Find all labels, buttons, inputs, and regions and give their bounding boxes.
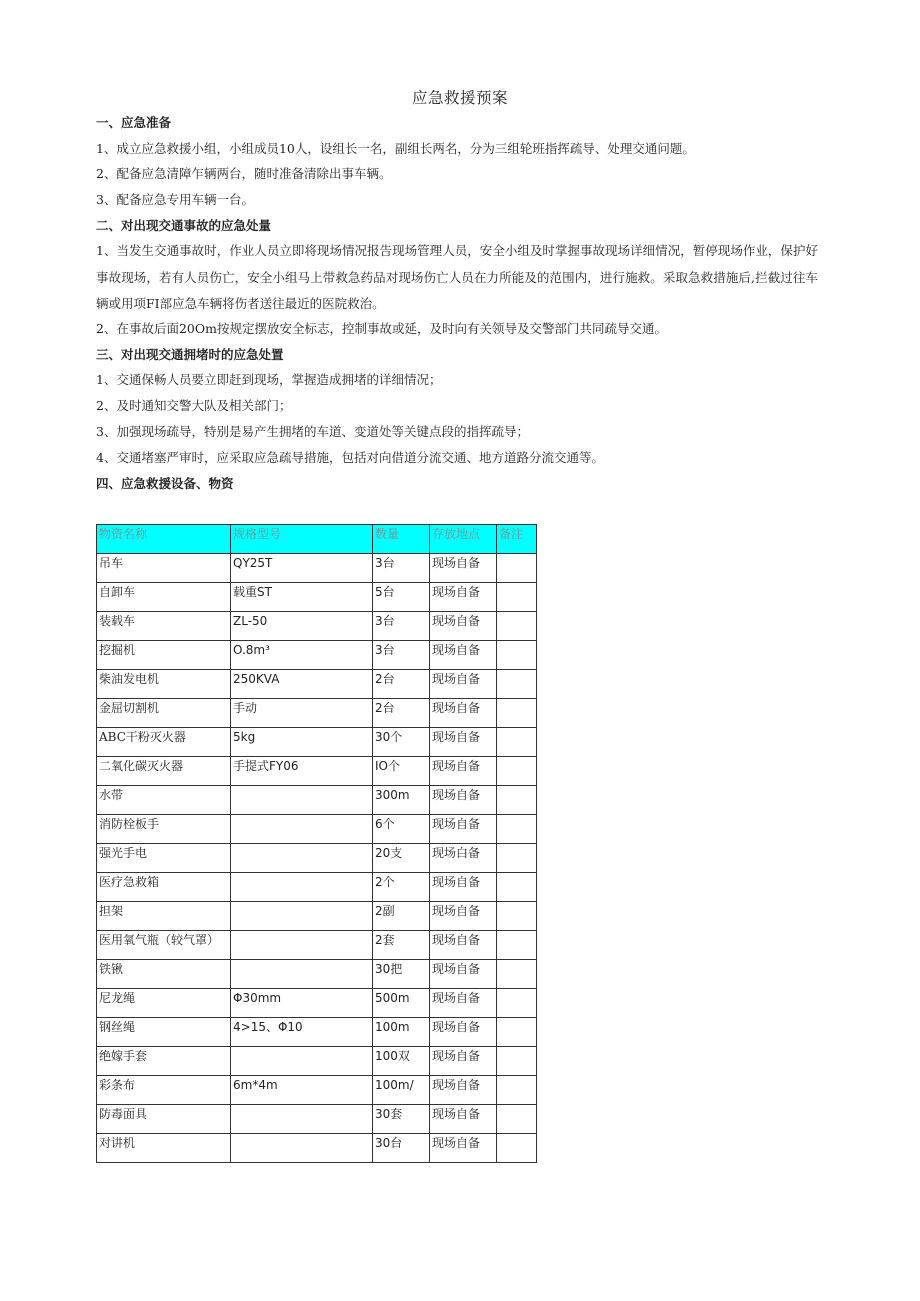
location-cell: 现场自备 <box>430 786 497 815</box>
table-row <box>97 844 537 873</box>
quantity-cell: 2台 <box>373 699 430 728</box>
location-cell: 现场自备 <box>430 1105 497 1134</box>
location-cell: 现场自备 <box>430 1018 497 1047</box>
location-cell: 现场自备 <box>430 728 497 757</box>
table-row <box>97 1047 537 1076</box>
document-title: 应急救援预案 <box>411 89 508 107</box>
quantity-cell: 20支 <box>373 844 430 873</box>
quantity-cell: 6个 <box>373 815 430 844</box>
quantity-cell: 5台 <box>373 583 430 612</box>
spec-cell <box>231 815 373 844</box>
table-row <box>97 873 537 902</box>
quantity-cell: 2个 <box>373 873 430 902</box>
location-cell: 现场自备 <box>430 931 497 960</box>
name-cell: ABC干粉灭火器 <box>97 728 231 757</box>
location-cell: 现场白备 <box>430 844 497 873</box>
remark-cell <box>497 1134 537 1163</box>
location-cell: 现场自备 <box>430 612 497 641</box>
quantity-cell: 3台 <box>373 641 430 670</box>
table-row <box>97 1018 537 1047</box>
table-header-row <box>97 525 537 554</box>
header-cell-name: 物资名称 <box>97 525 231 554</box>
remark-cell <box>497 554 537 583</box>
remark-cell <box>497 960 537 989</box>
name-cell: 消防栓板手 <box>97 815 231 844</box>
spec-cell <box>231 1134 373 1163</box>
table-row <box>97 583 537 612</box>
remark-cell <box>497 844 537 873</box>
quantity-cell: 100m/ <box>373 1076 430 1105</box>
spec-cell: Φ30mm <box>231 989 373 1018</box>
quantity-cell: 500m <box>373 989 430 1018</box>
name-cell: 挖掘机 <box>97 641 231 670</box>
quantity-cell: 100m <box>373 1018 430 1047</box>
table-row <box>97 641 537 670</box>
quantity-cell: 30台 <box>373 1134 430 1163</box>
spec-cell: QY25T <box>231 554 373 583</box>
spec-cell: 4>15、Φ10 <box>231 1018 373 1047</box>
name-cell: 担架 <box>97 902 231 931</box>
remark-cell <box>497 873 537 902</box>
table-row <box>97 554 537 583</box>
table-row <box>97 786 537 815</box>
location-cell: 现场自备 <box>430 1047 497 1076</box>
table-row <box>97 699 537 728</box>
remark-cell <box>497 1105 537 1134</box>
header-cell-spec: 规格型号 <box>231 525 373 554</box>
paragraph: 2、及时通知交警大队及相关部门； <box>96 398 292 413</box>
location-cell: 现场自备 <box>430 554 497 583</box>
location-cell: 现场自备 <box>430 815 497 844</box>
quantity-cell: 3台 <box>373 612 430 641</box>
remark-cell <box>497 931 537 960</box>
name-cell: 强光手电 <box>97 844 231 873</box>
quantity-cell: 30套 <box>373 1105 430 1134</box>
spec-cell: 5kg <box>231 728 373 757</box>
name-cell: 金屈切割机 <box>97 699 231 728</box>
remark-cell <box>497 699 537 728</box>
remark-cell <box>497 786 537 815</box>
location-cell: 现场自备 <box>430 1134 497 1163</box>
remark-cell <box>497 583 537 612</box>
name-cell: 钢丝绳 <box>97 1018 231 1047</box>
paragraph: 2、配备应急清障乍辆两台，随时准备清除出事车辆。 <box>96 166 392 181</box>
quantity-cell: 30个 <box>373 728 430 757</box>
name-cell: 铁锹 <box>97 960 231 989</box>
remark-cell <box>497 757 537 786</box>
paragraph: 1、交通保畅人员要立即赶到现场，掌握造成拥堵的详细情况； <box>96 372 442 387</box>
spec-cell: 250KVA <box>231 670 373 699</box>
name-cell: 自卸车 <box>97 583 231 612</box>
spec-cell <box>231 873 373 902</box>
spec-cell: 6m*4m <box>231 1076 373 1105</box>
quantity-cell: 30把 <box>373 960 430 989</box>
remark-cell <box>497 815 537 844</box>
paragraph: 2、在事故后面20Om按规定摆放安全标志，控制事故或延，及时向有关领导及交警部门共同疏导交通。 <box>96 321 667 336</box>
table-row <box>97 1134 537 1163</box>
remark-cell <box>497 902 537 931</box>
header-cell-remark: 备注 <box>497 525 537 554</box>
spec-cell <box>231 960 373 989</box>
section-heading-traffic-congestion: 三、对出现交通拥堵时的应急处置 <box>96 347 284 362</box>
section-heading-equipment: 四、应急救援设备、物资 <box>96 476 234 491</box>
location-cell: 现场自备 <box>430 670 497 699</box>
spec-cell <box>231 1047 373 1076</box>
quantity-cell: 3台 <box>373 554 430 583</box>
spec-cell <box>231 931 373 960</box>
spec-cell: 手动 <box>231 699 373 728</box>
paragraph: 1、当发生交通事故时，作业人员立即将现场情况报告现场管理人员，安全小组及时掌握事故现场详细情况，暂停现场作业，保护好事故现场，若有人员伤亡，安全小组马上带救急药品对现场伤亡人员在力所能及的范围内，进行施救。采取急救措施后,拦截过往车辆或用项FI部应急车辆将伤者送往最近的医院救治。 <box>96 243 818 311</box>
table-row <box>97 757 537 786</box>
quantity-cell: 300m <box>373 786 430 815</box>
remark-cell <box>497 1018 537 1047</box>
materials-table <box>96 524 537 1163</box>
location-cell: 现场自备 <box>430 583 497 612</box>
quantity-cell: IO个 <box>373 757 430 786</box>
table-row <box>97 815 537 844</box>
location-cell: 现场自备 <box>430 757 497 786</box>
location-cell: 现场自备 <box>430 641 497 670</box>
table-row <box>97 1076 537 1105</box>
header-cell-quantity: 数量 <box>373 525 430 554</box>
table-row <box>97 989 537 1018</box>
name-cell: 对讲机 <box>97 1134 231 1163</box>
spec-cell <box>231 902 373 931</box>
remark-cell <box>497 1076 537 1105</box>
spec-cell: O.8m³ <box>231 641 373 670</box>
remark-cell <box>497 1047 537 1076</box>
location-cell: 现场自备 <box>430 699 497 728</box>
name-cell: 二氧化碳灭火器 <box>97 757 231 786</box>
remark-cell <box>497 670 537 699</box>
section-heading-traffic-accident: 二、对出现交通事故的应急处量 <box>96 218 272 233</box>
section-heading-preparation: 一、应急准备 <box>96 115 172 130</box>
location-cell: 现场自备 <box>430 1076 497 1105</box>
name-cell: 柴油发电机 <box>97 670 231 699</box>
table-row <box>97 670 537 699</box>
spec-cell <box>231 786 373 815</box>
paragraph: 3、加强现场疏导，特别是易产生拥堵的车道、变道处等关键点段的指挥疏导； <box>96 424 529 439</box>
location-cell: 现场自备 <box>430 989 497 1018</box>
paragraph: 1、成立应急救援小组，小组成员10人，设组长一名，副组长两名，分为三组轮班指挥疏导、处理交通问题。 <box>96 141 695 156</box>
paragraph: 4、交通堵塞严审时，应采取应急疏导措施，包括对向借道分流交通、地方道路分流交通等。 <box>96 450 604 465</box>
name-cell: 吊车 <box>97 554 231 583</box>
table-row <box>97 1105 537 1134</box>
spec-cell <box>231 844 373 873</box>
spec-cell: 手提式FY06 <box>231 757 373 786</box>
table-row <box>97 612 537 641</box>
name-cell: 彩条布 <box>97 1076 231 1105</box>
table-row <box>97 902 537 931</box>
table-row <box>97 728 537 757</box>
name-cell: 尼龙绳 <box>97 989 231 1018</box>
spec-cell: ZL-50 <box>231 612 373 641</box>
remark-cell <box>497 728 537 757</box>
name-cell: 装载车 <box>97 612 231 641</box>
remark-cell <box>497 989 537 1018</box>
location-cell: 现场自备 <box>430 960 497 989</box>
name-cell: 医疗急救箱 <box>97 873 231 902</box>
table-row <box>97 931 537 960</box>
name-cell: 绝嫁手套 <box>97 1047 231 1076</box>
location-cell: 现场自备 <box>430 902 497 931</box>
name-cell: 防毒面具 <box>97 1105 231 1134</box>
quantity-cell: 2副 <box>373 902 430 931</box>
spec-cell <box>231 1105 373 1134</box>
name-cell: 水带 <box>97 786 231 815</box>
quantity-cell: 100双 <box>373 1047 430 1076</box>
spec-cell: 载重ST <box>231 583 373 612</box>
paragraph: 3、配备应急专用车辆一台。 <box>96 192 254 207</box>
table-row <box>97 960 537 989</box>
name-cell: 医用氧气瓶（较气罩） <box>97 931 231 960</box>
quantity-cell: 2台 <box>373 670 430 699</box>
location-cell: 现场自备 <box>430 873 497 902</box>
header-cell-location: 存放地点 <box>430 525 497 554</box>
quantity-cell: 2套 <box>373 931 430 960</box>
table-body <box>97 554 537 1163</box>
remark-cell <box>497 612 537 641</box>
remark-cell <box>497 641 537 670</box>
